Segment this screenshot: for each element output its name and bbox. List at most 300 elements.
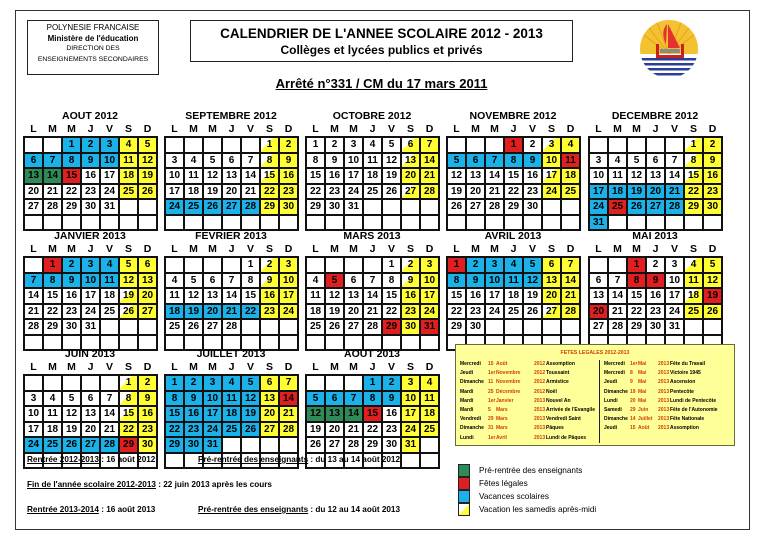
day-cell: 16	[466, 288, 485, 304]
day-cell: 20	[260, 406, 279, 422]
day-cell: 13	[138, 273, 157, 289]
day-cell: 9	[325, 153, 344, 169]
day-cell: 9	[382, 391, 401, 407]
day-cell: 22	[62, 184, 81, 200]
empty-cell	[24, 215, 43, 231]
fete-year: 2012	[534, 370, 546, 377]
day-cell: 30	[466, 319, 485, 335]
empty-cell	[260, 215, 279, 231]
day-cell: 16	[184, 406, 203, 422]
day-cell: 26	[382, 184, 401, 200]
day-cell: 10	[344, 153, 363, 169]
day-cell: 7	[279, 375, 298, 391]
day-cell: 15	[165, 406, 184, 422]
weekday-label: M	[67, 361, 76, 373]
fete-year: 2012	[534, 379, 546, 386]
day-cell: 20	[81, 422, 100, 438]
day-cell: 26	[325, 319, 344, 335]
month-title: SEPTEMBRE 2012	[185, 110, 277, 122]
day-cell: 15	[504, 168, 523, 184]
day-cell: 4	[184, 153, 203, 169]
fete-month: Mai	[638, 370, 647, 377]
day-cell: 3	[81, 257, 100, 273]
day-cell: 26	[523, 304, 542, 320]
day-cell: 1	[363, 375, 382, 391]
empty-cell	[542, 319, 561, 335]
day-cell: 10	[542, 153, 561, 169]
weekday-label: D	[566, 123, 575, 135]
day-cell: 18	[608, 184, 627, 200]
day-cell: 8	[684, 153, 703, 169]
weekday-label: S	[406, 361, 414, 373]
weekday-label: S	[124, 243, 132, 255]
day-cell: 14	[241, 168, 260, 184]
day-cell: 20	[24, 184, 43, 200]
day-cell: 24	[165, 199, 184, 215]
empty-cell	[608, 257, 627, 273]
day-cell: 1	[260, 137, 279, 153]
prerentree-2012-line	[198, 455, 400, 464]
day-cell: 9	[62, 273, 81, 289]
day-cell: 1	[62, 137, 81, 153]
day-cell: 31	[401, 437, 420, 453]
day-cell: 3	[344, 137, 363, 153]
day-cell: 17	[589, 184, 608, 200]
empty-cell	[138, 215, 157, 231]
day-cell: 1	[504, 137, 523, 153]
day-cell: 2	[260, 257, 279, 273]
weekday-label: S	[689, 123, 697, 135]
weekday-label: L	[171, 361, 178, 373]
fete-month: Août	[638, 425, 650, 432]
fete-weekday: Mardi	[460, 397, 474, 404]
empty-cell	[627, 215, 646, 231]
empty-cell	[344, 215, 363, 231]
day-cell: 27	[203, 319, 222, 335]
day-cell: 13	[325, 406, 344, 422]
empty-cell	[561, 199, 580, 215]
fete-name: Lundi de Pâques	[546, 434, 587, 441]
weekday-label: S	[406, 123, 414, 135]
day-cell: 31	[420, 319, 439, 335]
fete-weekday: Lundi	[460, 434, 474, 441]
day-cell: 18	[119, 168, 138, 184]
day-cell: 13	[589, 288, 608, 304]
day-cell: 7	[43, 153, 62, 169]
day-cell: 4	[119, 137, 138, 153]
empty-cell	[325, 375, 344, 391]
day-cell: 17	[401, 406, 420, 422]
day-cell: 5	[62, 391, 81, 407]
fete-day: 14	[630, 416, 636, 423]
day-cell: 8	[260, 153, 279, 169]
day-cell: 9	[260, 273, 279, 289]
fete-weekday: Jeudi	[604, 425, 618, 432]
day-cell: 17	[279, 288, 298, 304]
day-cell: 19	[382, 168, 401, 184]
weekday-label: M	[632, 123, 641, 135]
empty-cell	[401, 453, 420, 469]
legend-label: Fêtes légales	[479, 479, 528, 488]
fete-weekday: Mercredi	[604, 370, 625, 377]
empty-cell	[165, 215, 184, 231]
day-cell: 7	[100, 391, 119, 407]
day-cell: 15	[627, 288, 646, 304]
empty-cell	[24, 137, 43, 153]
day-cell: 20	[401, 168, 420, 184]
month-calendar	[587, 110, 723, 231]
empty-cell	[447, 137, 466, 153]
page-title: CALENDRIER DE L'ANNEE SCOLAIRE 2012 - 2013	[220, 26, 543, 41]
day-cell: 4	[608, 153, 627, 169]
weekday-label: M	[613, 243, 622, 255]
day-cell: 11	[363, 153, 382, 169]
fete-name: Victoire 1945	[670, 370, 701, 377]
day-cell: 17	[344, 168, 363, 184]
day-cell: 29	[382, 319, 401, 335]
day-cell: 23	[81, 184, 100, 200]
day-cell: 2	[279, 137, 298, 153]
fete-weekday: Dimanche	[460, 425, 484, 432]
fete-name: Armistice	[546, 379, 569, 386]
day-cell: 9	[184, 391, 203, 407]
month-title: AVRIL 2013	[484, 230, 542, 242]
day-cell: 14	[363, 288, 382, 304]
day-cell: 18	[184, 184, 203, 200]
weekday-label: M	[613, 123, 622, 135]
day-cell: 29	[363, 437, 382, 453]
empty-cell	[684, 215, 703, 231]
empty-cell	[561, 319, 580, 335]
day-cell: 24	[279, 304, 298, 320]
day-cell: 27	[81, 437, 100, 453]
empty-cell	[165, 257, 184, 273]
day-cell: 22	[260, 184, 279, 200]
fete-day: 1er	[488, 370, 496, 377]
fete-day: 25	[488, 388, 494, 395]
weekday-label: J	[87, 361, 94, 373]
day-cell: 10	[665, 273, 684, 289]
weekday-label: J	[652, 123, 659, 135]
day-cell: 1	[684, 137, 703, 153]
day-cell: 15	[241, 288, 260, 304]
day-cell: 14	[222, 288, 241, 304]
weekday-label: J	[369, 123, 376, 135]
day-cell: 28	[100, 437, 119, 453]
weekday-label: S	[265, 361, 273, 373]
day-cell: 30	[184, 437, 203, 453]
day-cell: 8	[363, 391, 382, 407]
fete-month: Mars	[496, 416, 508, 423]
day-cell: 29	[504, 199, 523, 215]
day-cell: 12	[447, 168, 466, 184]
day-cell: 25	[119, 184, 138, 200]
ministry-line: DIRECTION DES	[66, 45, 120, 52]
empty-cell	[382, 199, 401, 215]
day-cell: 21	[24, 304, 43, 320]
day-cell: 14	[561, 273, 580, 289]
empty-cell	[325, 215, 344, 231]
rentree-2012-line	[27, 455, 155, 464]
fete-row	[604, 378, 730, 387]
day-cell: 8	[119, 391, 138, 407]
weekday-label: M	[330, 123, 339, 135]
day-cell: 11	[561, 153, 580, 169]
rentree-2012-label: Rentrée 2012-2013	[27, 455, 99, 464]
weekday-label: D	[425, 243, 434, 255]
day-cell: 16	[81, 168, 100, 184]
empty-cell	[184, 257, 203, 273]
day-cell: 11	[119, 153, 138, 169]
day-cell: 25	[43, 437, 62, 453]
ministry-line: ENSEIGNEMENTS SECONDAIRES	[37, 55, 149, 63]
weekday-label: V	[670, 123, 678, 135]
day-cell: 22	[627, 304, 646, 320]
day-cell: 21	[43, 184, 62, 200]
fete-weekday: Mercredi	[604, 361, 625, 367]
fete-weekday: Jeudi	[604, 379, 618, 386]
day-cell: 17	[542, 168, 561, 184]
day-cell: 16	[703, 168, 722, 184]
day-cell: 29	[447, 319, 466, 335]
day-cell: 5	[306, 391, 325, 407]
weekday-header	[589, 243, 723, 256]
weekday-label: S	[124, 123, 132, 135]
fete-name: Pâques	[546, 425, 564, 432]
fete-year: 2013	[534, 416, 546, 423]
fete-weekday: Dimanche	[604, 416, 628, 423]
month-grid	[23, 136, 158, 231]
day-cell: 15	[306, 168, 325, 184]
day-cell: 26	[138, 184, 157, 200]
weekday-label: V	[105, 361, 113, 373]
day-cell: 26	[447, 199, 466, 215]
weekday-label: M	[349, 361, 358, 373]
day-cell: 2	[646, 257, 665, 273]
day-cell: 4	[363, 137, 382, 153]
fete-year: 2013	[658, 406, 670, 413]
weekday-label: J	[87, 243, 94, 255]
fete-row	[460, 388, 595, 397]
day-cell: 6	[401, 137, 420, 153]
weekday-label: D	[284, 243, 293, 255]
day-cell: 27	[222, 199, 241, 215]
day-cell: 6	[81, 391, 100, 407]
weekday-label: D	[425, 361, 434, 373]
empty-cell	[222, 437, 241, 453]
fete-weekday: Mardi	[460, 388, 474, 395]
weekday-label: M	[189, 361, 198, 373]
day-cell: 28	[665, 199, 684, 215]
fete-row	[604, 415, 730, 424]
day-cell: 22	[241, 304, 260, 320]
day-cell: 4	[222, 375, 241, 391]
weekday-label: S	[547, 123, 555, 135]
fete-row	[460, 415, 595, 424]
day-cell: 28	[561, 304, 580, 320]
fete-month: Juin	[638, 406, 649, 413]
month-title: MARS 2013	[343, 230, 401, 242]
weekday-label: L	[312, 123, 319, 135]
day-cell: 6	[542, 257, 561, 273]
empty-cell	[119, 319, 138, 335]
empty-cell	[646, 215, 665, 231]
weekday-label: J	[510, 123, 517, 135]
arrete-reference	[190, 76, 573, 91]
day-cell: 19	[62, 422, 81, 438]
day-cell: 6	[344, 273, 363, 289]
day-cell: 2	[703, 137, 722, 153]
day-cell: 6	[589, 273, 608, 289]
day-cell: 11	[165, 288, 184, 304]
day-cell: 24	[344, 184, 363, 200]
month-calendar	[163, 230, 299, 351]
month-calendar	[304, 348, 440, 469]
weekday-label: L	[453, 243, 460, 255]
day-cell: 4	[306, 273, 325, 289]
day-cell: 23	[646, 304, 665, 320]
green-swatch-icon	[458, 464, 470, 477]
day-cell: 22	[363, 422, 382, 438]
empty-cell	[62, 375, 81, 391]
day-cell: 16	[62, 288, 81, 304]
day-cell: 18	[561, 168, 580, 184]
day-cell: 1	[241, 257, 260, 273]
day-cell: 18	[504, 288, 523, 304]
weekday-label: L	[312, 361, 319, 373]
day-cell: 4	[504, 257, 523, 273]
fete-month: Août	[496, 361, 508, 367]
day-cell: 3	[24, 391, 43, 407]
day-cell: 4	[684, 257, 703, 273]
empty-cell	[589, 257, 608, 273]
empty-cell	[222, 215, 241, 231]
day-cell: 11	[684, 273, 703, 289]
fete-year: 2013	[658, 397, 670, 404]
weekday-label: S	[547, 243, 555, 255]
day-cell: 20	[222, 184, 241, 200]
weekday-header	[447, 243, 581, 256]
empty-cell	[703, 215, 722, 231]
empty-cell	[401, 199, 420, 215]
day-cell: 18	[363, 168, 382, 184]
day-cell: 29	[43, 319, 62, 335]
empty-cell	[24, 257, 43, 273]
arrete-text: Arrêté n°331 / CM du 17 mars 2011	[275, 76, 488, 91]
legend	[458, 464, 596, 516]
day-cell: 25	[222, 422, 241, 438]
fete-name: Arrivée de l'Evangile	[546, 406, 595, 413]
fete-day: 15	[488, 361, 494, 367]
weekday-header	[165, 243, 299, 256]
weekday-label: L	[595, 123, 602, 135]
legend-label: Pré-rentrée des enseignants	[479, 466, 583, 475]
day-cell: 20	[589, 304, 608, 320]
fete-name: Pentecôte	[670, 388, 694, 395]
empty-cell	[420, 215, 439, 231]
day-cell: 21	[363, 304, 382, 320]
empty-cell	[665, 137, 684, 153]
day-cell: 25	[184, 199, 203, 215]
fete-row	[604, 360, 730, 369]
day-cell: 16	[138, 406, 157, 422]
month-calendar	[445, 230, 581, 351]
weekday-label: L	[453, 123, 460, 135]
fete-row	[460, 378, 595, 387]
day-cell: 20	[466, 184, 485, 200]
fete-month: Mars	[496, 406, 508, 413]
empty-cell	[646, 137, 665, 153]
day-cell: 25	[420, 422, 439, 438]
empty-cell	[203, 257, 222, 273]
empty-cell	[165, 453, 184, 469]
weekday-label: M	[349, 123, 358, 135]
day-cell: 23	[138, 422, 157, 438]
day-cell: 17	[420, 288, 439, 304]
polynesie-coat-of-arms-icon	[638, 18, 700, 80]
fin-annee-line	[27, 480, 272, 489]
day-cell: 19	[203, 184, 222, 200]
day-cell: 30	[62, 319, 81, 335]
day-cell: 11	[504, 273, 523, 289]
legend-item-fetes	[458, 477, 596, 490]
day-cell: 30	[325, 199, 344, 215]
day-cell: 28	[43, 199, 62, 215]
day-cell: 19	[119, 288, 138, 304]
empty-cell	[81, 375, 100, 391]
legend-label: Vacation les samedis après-midi	[479, 505, 597, 514]
weekday-label: L	[30, 243, 37, 255]
day-cell: 3	[100, 137, 119, 153]
day-cell: 16	[401, 288, 420, 304]
day-cell: 30	[523, 199, 542, 215]
day-cell: 12	[382, 153, 401, 169]
empty-cell	[184, 137, 203, 153]
day-cell: 30	[703, 199, 722, 215]
day-cell: 15	[447, 288, 466, 304]
weekday-label: M	[490, 243, 499, 255]
month-title: AOUT 2012	[61, 110, 119, 122]
day-cell: 24	[100, 184, 119, 200]
day-cell: 20	[203, 304, 222, 320]
fete-name: Lundi de Pentecôte	[670, 397, 717, 404]
day-cell: 8	[382, 273, 401, 289]
prerentree-2013-value: : du 12 au 14 août 2013	[308, 505, 401, 514]
day-cell: 8	[447, 273, 466, 289]
month-grid	[588, 256, 723, 351]
month-title: OCTOBRE 2012	[332, 110, 412, 122]
empty-cell	[306, 257, 325, 273]
fete-day: 31	[488, 425, 494, 432]
weekday-label: L	[171, 243, 178, 255]
day-cell: 10	[401, 391, 420, 407]
day-cell: 18	[100, 288, 119, 304]
day-cell: 23	[260, 304, 279, 320]
day-cell: 17	[485, 288, 504, 304]
fete-name: Vendredi Saint	[546, 416, 581, 423]
weekday-label: M	[471, 243, 480, 255]
day-cell: 29	[306, 199, 325, 215]
empty-cell	[608, 215, 627, 231]
fete-name: Fête de l'Autonomie	[670, 406, 718, 413]
weekday-label: J	[228, 361, 235, 373]
day-cell: 2	[138, 375, 157, 391]
empty-cell	[447, 215, 466, 231]
day-cell: 25	[504, 304, 523, 320]
fete-name: Ascension	[670, 379, 696, 386]
day-cell: 24	[542, 184, 561, 200]
weekday-label: D	[708, 123, 717, 135]
